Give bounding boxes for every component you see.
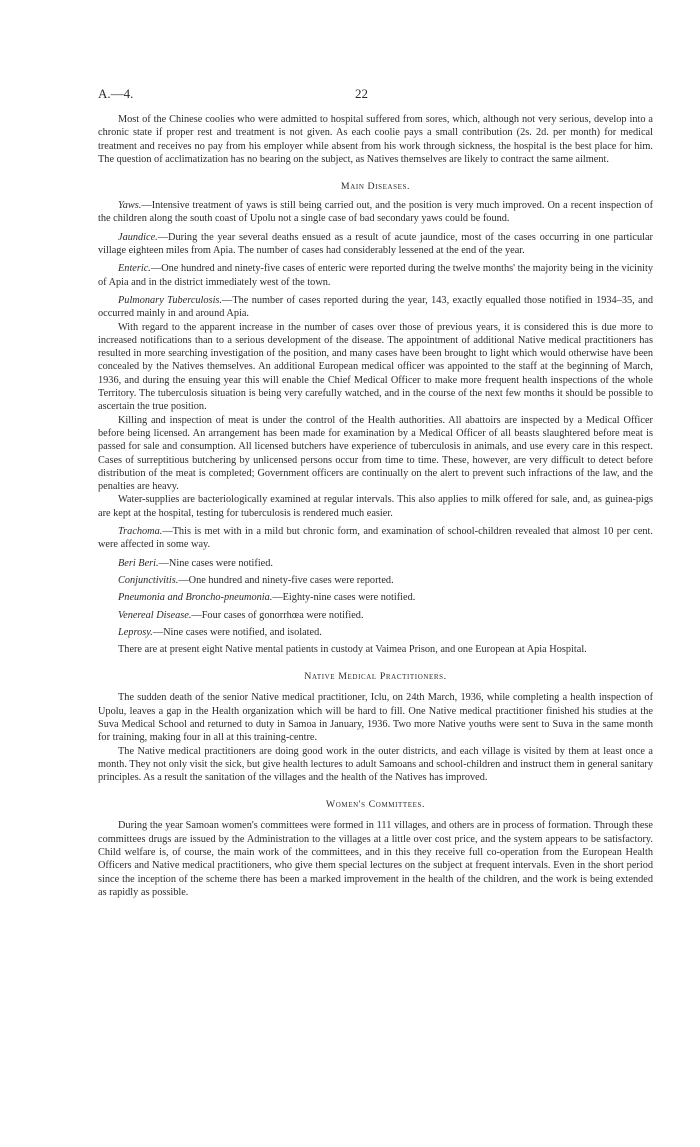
entry-lead: Jaundice.	[118, 231, 158, 243]
paragraph-tuberculosis	[98, 294, 653, 321]
paragraph-jaundice	[98, 231, 653, 258]
entry-text: —One hundred and ninety-five cases were reported.	[178, 574, 394, 586]
entry-text: —Eighty-nine cases were notified.	[272, 592, 416, 604]
entry-lead: Beri Beri.	[118, 557, 159, 569]
entry-text: —Intensive treatment of yaws is still being carried out, and the position is very much improved. On a recent inspection of the children along the south coast of Upolu not a single case of bad secondary yaws could be found.	[98, 200, 653, 225]
page-number: 22	[355, 86, 368, 101]
entry-lead: Trachoma.	[118, 526, 163, 538]
entry-text: —Nine cases were notified, and isolated.	[152, 626, 322, 638]
intro-paragraph: Most of the Chinese coolies who were admitted to hospital suffered from sores, which, although not very serious, develop into a chronic state if proper rest and treatment is not given. As each coolie pays a small contribution (2s. 2d. per month) for medical treatment and receives no pay from his employer while absent from his work through sickness, the hospital is the best place for him. The question of acclimatization has no bearing on the subject, as Natives themselves are likely to contract the same ailment.	[98, 114, 653, 165]
entry-lead: Pneumonia and Broncho-pneumonia.	[118, 592, 273, 604]
paragraph-conjunctivitis	[98, 574, 653, 587]
entry-lead: Enteric.	[118, 263, 151, 275]
paragraph-trachoma	[98, 525, 653, 552]
paragraph-practitioner-work: The Native medical practitioners are doing good work in the outer districts, and each village is visited by them at least once a month. They not only visit the sick, but give health lectures to adult Samoans and school-children and instruct them in general sanitary principles. As a result the sanitation of the villages and the health of the Natives has improved.	[98, 745, 653, 784]
entry-lead: Leprosy.	[118, 626, 153, 638]
report-reference: A.—4.	[98, 86, 134, 101]
paragraph-womens-committees: During the year Samoan women's committees were formed in 111 villages, and others are in process of formation. Through these committees drugs are issued by the Administration to the villages at a little over cost price, and the system appears to be satisfactory. Child welfare is, of course, the main work of the committees, and in this they receive full co-operation from the European Health Officers and Native medical practitioners, who give them special lectures on the subject at frequent intervals. Even in the short period since the inception of the scheme there has been a marked improvement in the health of the children, and the work is being extended as rapidly as possible.	[98, 820, 653, 898]
entry-text: —This is met with in a mild but chronic form, and examination of school-children revealed that almost 10 per cent. were affected in some way.	[98, 526, 653, 551]
paragraph-beri-beri	[98, 557, 653, 570]
entry-text: —During the year several deaths ensued as a result of acute jaundice, most of the cases occurring in one particular village eighteen miles from Apia. The number of cases had considerably lessened at the end of the year.	[98, 231, 653, 257]
entry-lead: Pulmonary Tuberculosis.	[118, 294, 223, 306]
entry-text: —One hundred and ninety-five cases of enteric were reported during the twelve months' the majority being in the vicinity of Apia and in the district immediately west of the town.	[98, 263, 653, 288]
paragraph-pneumonia	[98, 591, 653, 604]
paragraph-mental-patients: There are at present eight Native mental patients in custody at Vaimea Prison, and one European at Apia Hospital.	[118, 644, 587, 656]
entry-text: —Four cases of gonorrhœa were notified.	[191, 609, 364, 621]
entry-lead: Conjunctivitis.	[118, 574, 179, 586]
section-heading-womens-committees: Women's Committees.	[325, 799, 426, 811]
entry-lead: Yaws.	[118, 200, 142, 212]
page-body	[98, 113, 653, 899]
section-heading-main-diseases: Main Diseases.	[340, 181, 411, 193]
entry-text: —The number of cases reported during the year, 143, exactly equalled those notified in 1934–35, and occurred mainly in and around Apia.	[98, 294, 653, 320]
paragraph-water-supplies: Water-supplies are bacteriologically examined at regular intervals. This also applies to milk offered for sale, and, as guinea-pigs are kept at the hospital, testing for tuberculosis is rendered much easier.	[98, 494, 653, 519]
paragraph-yaws	[98, 199, 653, 226]
entry-text: —Nine cases were notified.	[158, 557, 273, 569]
paragraph-tuberculosis-increase: With regard to the apparent increase in the number of cases over those of previous years, it is considered this is due more to increased notifications than to a serious development of the disease. The appointment of additional Native medical practitioners has resulted in more searching investigation of the position, and many cases have been brought to light which would otherwise have been concealed by the Natives themselves. An additional European medical officer was appointed to the staff at the beginning of March, 1936, and during the ensuing year this will enable the Chief Medical Officer to make more frequent health inspections of the whole Territory. The tuberculosis situation is being very carefully watched, and in the course of the next few months it should be possible to ascertain the true position.	[98, 321, 653, 413]
paragraph-leprosy	[98, 626, 653, 639]
page-header	[98, 86, 653, 104]
paragraph-enteric	[98, 262, 653, 289]
paragraph-meat-inspection: Killing and inspection of meat is under the control of the Health authorities. All abattoirs are inspected by a Medical Officer before being licensed. An arrangement has been made for examination by a Medical Officer of all beasts slaughtered before meat is passed for sale and consumption. All licensed butchers have experience of tuberculosis in animals, and use every care in this respect. Cases of surreptitious butchering by unlicensed persons occur from time to time. These, however, are very difficult to detect before distribution of the meat is completed; Government officers are continually on the alert to prevent such infractions of the law, and the penalties are heavy.	[98, 414, 653, 493]
paragraph-venereal	[98, 609, 653, 622]
section-heading-native-practitioners: Native Medical Practitioners.	[304, 671, 447, 683]
paragraph-practitioner-death: The sudden death of the senior Native medical practitioner, Iclu, on 24th March, 1936, while completing a health inspection of Upolu, leaves a gap in the Health organization which will be hard to fill. One Native medical practitioner finished his studies at the Suva Medical School and returned to duty in Samoa in January, 1936. Two more Native youths were sent to Suva in the same month for training, making four in all at this training-centre.	[98, 692, 653, 744]
entry-lead: Venereal Disease.	[118, 609, 192, 621]
